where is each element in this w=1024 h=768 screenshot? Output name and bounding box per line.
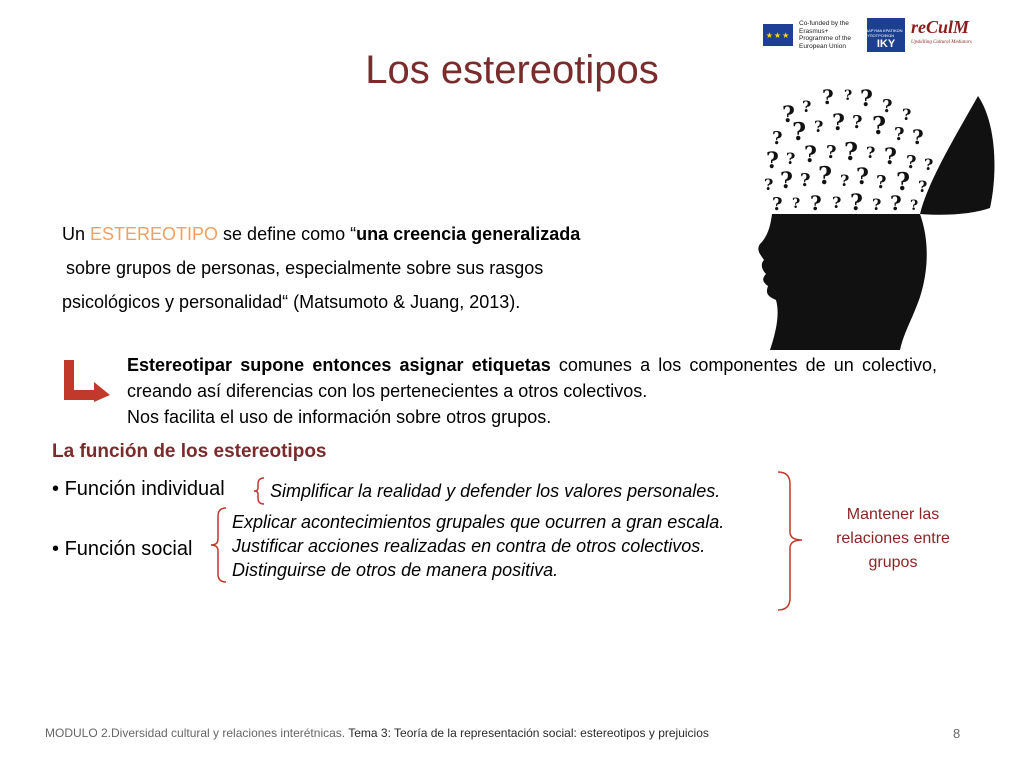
svg-text:?: ?	[814, 117, 824, 136]
svg-text:?: ?	[852, 112, 863, 133]
definition-prefix: Un	[62, 224, 91, 244]
head-question-marks-icon	[752, 82, 1002, 352]
svg-text:?: ?	[826, 142, 837, 163]
bullet-icon: •	[52, 538, 60, 560]
footer	[45, 726, 709, 740]
svg-text:?: ?	[924, 155, 934, 174]
svg-text:?: ?	[866, 143, 876, 162]
svg-text:?: ?	[876, 172, 887, 193]
definition-line-2: sobre grupos de personas, especialmente sobre sus rasgos	[66, 258, 544, 278]
svg-text:?: ?	[910, 198, 919, 214]
svg-text:?: ?	[772, 194, 783, 215]
svg-text:?: ?	[856, 164, 869, 190]
social-function-list	[232, 510, 724, 582]
svg-text:?: ?	[818, 161, 833, 190]
svg-text:?: ?	[764, 175, 774, 194]
svg-text:?: ?	[772, 128, 783, 149]
svg-text:?: ?	[804, 142, 817, 168]
consequence-paragraph	[127, 352, 937, 430]
arrow-icon	[60, 356, 112, 404]
social-item-2: Justificar acciones realizadas en contra de otros colectivos.	[232, 536, 706, 556]
svg-text:?: ?	[884, 144, 897, 170]
reculm-label: reCulM	[911, 17, 970, 37]
svg-text:?: ?	[766, 148, 779, 174]
page-number: 8	[953, 726, 961, 741]
summary-text: Mantener las relaciones entre grupos	[836, 506, 950, 571]
svg-text:?: ?	[872, 111, 887, 140]
svg-text:?: ?	[882, 96, 893, 117]
svg-text:?: ?	[786, 149, 796, 168]
partner-logos	[763, 18, 972, 52]
consequence-rest: comunes a los componentes de un colectivo, creando así diferencias con los pertenecientes a otros colectivos.	[127, 355, 937, 401]
svg-text:?: ?	[822, 85, 834, 109]
eu-funding-text: Co-funded by the Erasmus+ Programme of the European Union	[799, 20, 852, 50]
footer-module: MODULO 2.Diversidad cultural y relaciones interétnicas.	[45, 726, 346, 740]
bullet-icon: •	[52, 478, 60, 500]
svg-text:?: ?	[844, 137, 859, 166]
svg-text:?: ?	[896, 167, 911, 196]
definition-mid: se define como “	[218, 224, 357, 244]
social-item-1: Explicar acontecimientos grupales que ocurren a gran escala.	[232, 512, 725, 532]
svg-text:?: ?	[906, 152, 917, 173]
definition-line-3: psicológicos y personalidad“ (Matsumoto & Juang, 2013).	[62, 292, 521, 312]
eu-flag-icon: ★★★	[763, 24, 793, 46]
individual-function-label: Función individual	[64, 478, 225, 500]
iky-label: IKY	[876, 38, 896, 50]
iky-subtitle: ΙΔΡΥΜΑ ΚΡΑΤΙΚΩΝ ΥΠΟΤΡΟΦΙΩΝ	[867, 28, 903, 38]
reculm-logo	[911, 19, 972, 51]
svg-text:?: ?	[810, 191, 822, 215]
social-function-label: Función social	[64, 538, 193, 560]
iky-logo	[867, 18, 905, 52]
social-bracket-icon	[208, 506, 228, 584]
svg-text:?: ?	[780, 168, 793, 194]
page-title: Los estereotipos	[365, 48, 659, 92]
stereotype-keyword: ESTEREOTIPO	[90, 224, 219, 244]
svg-text:?: ?	[850, 190, 863, 216]
svg-text:?: ?	[912, 125, 924, 149]
individual-function-desc: Simplificar la realidad y defender los valores personales.	[270, 481, 721, 501]
consequence-line-3: Nos facilita el uso de información sobre otros grupos.	[127, 407, 552, 427]
summary-brace-icon	[776, 470, 806, 612]
svg-text:?: ?	[890, 191, 902, 215]
svg-text:?: ?	[792, 117, 807, 146]
definition-bold: una creencia generalizada	[356, 224, 581, 244]
svg-text:?: ?	[800, 170, 811, 191]
definition-line-1	[62, 218, 580, 251]
footer-topic: Tema 3: Teoría de la representación social: estereotipos y prejuicios	[345, 726, 709, 740]
individual-function-item	[52, 478, 225, 501]
functions-heading: La función de los estereotipos	[52, 441, 327, 462]
svg-text:?: ?	[792, 196, 801, 212]
svg-text:?: ?	[802, 97, 812, 116]
svg-text:?: ?	[832, 193, 842, 212]
social-item-3: Distinguirse de otros de manera positiva.	[232, 560, 559, 580]
individual-bracket-icon	[252, 476, 266, 506]
svg-text:?: ?	[832, 110, 845, 136]
svg-text:?: ?	[840, 171, 850, 190]
reculm-subtitle: Upskilling Cultural Mediators	[911, 40, 972, 45]
social-function-item	[52, 538, 192, 561]
svg-text:?: ?	[872, 195, 882, 214]
consequence-bold: Estereotipar supone entonces asignar etiquetas	[127, 355, 551, 375]
svg-text:?: ?	[902, 105, 912, 124]
svg-text:?: ?	[860, 86, 873, 112]
svg-text:?: ?	[894, 124, 905, 145]
svg-text:?: ?	[918, 177, 928, 196]
svg-text:?: ?	[782, 102, 795, 128]
svg-text:?: ?	[844, 88, 853, 104]
